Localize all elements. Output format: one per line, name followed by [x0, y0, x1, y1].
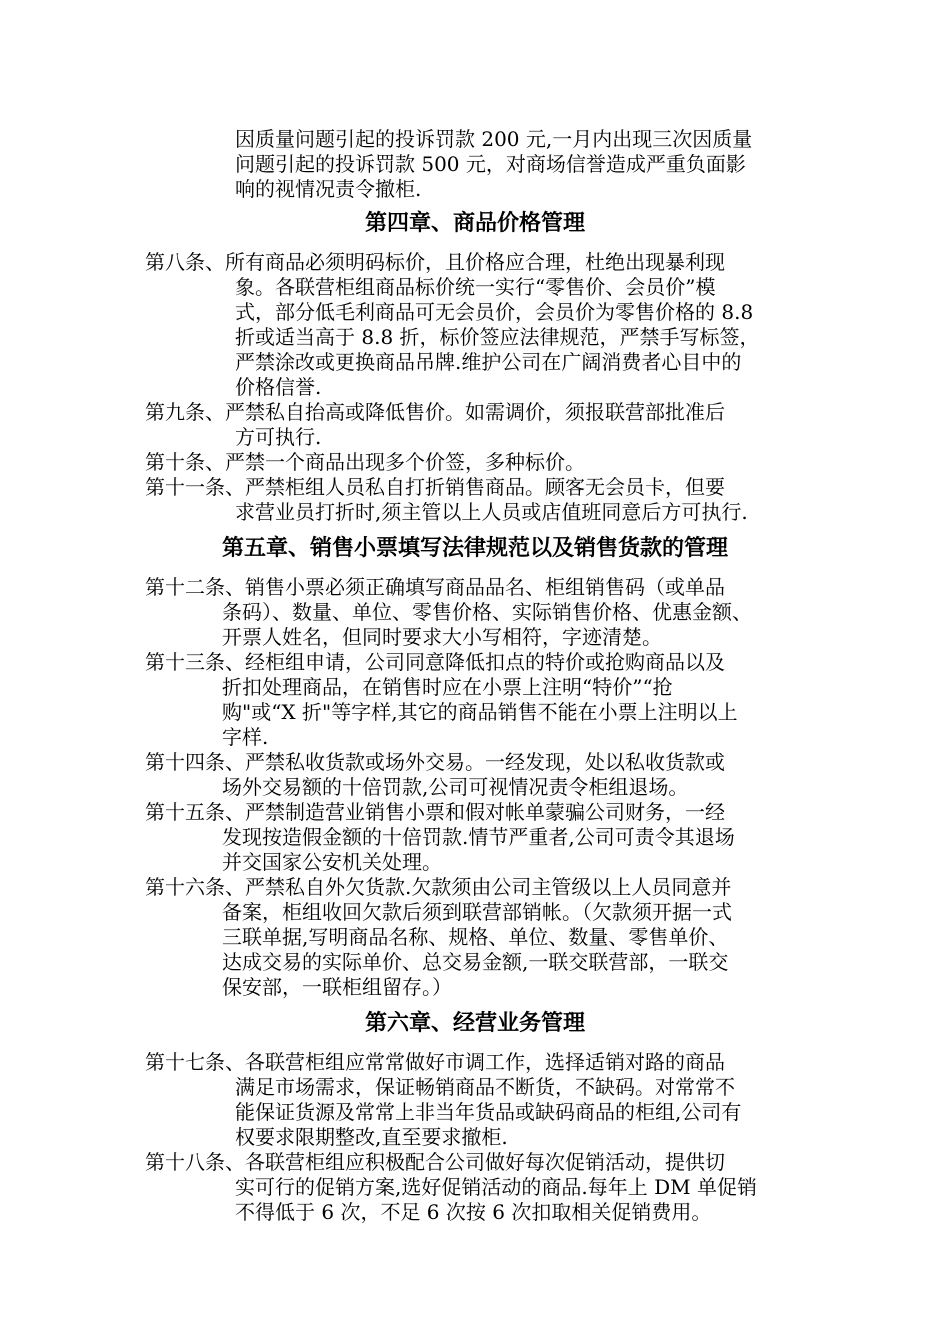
article-12-line: 条码）、数量、单位、零售价格、实际销售价格、优惠金额、: [222, 600, 752, 624]
article-17-line: 满足市场需求，保证畅销商品不断货，不缺码。对常常不: [235, 1075, 735, 1099]
chapter-6-title: 第六章、经营业务管理: [364, 1010, 585, 1036]
article-17-line: 第十七条、各联营柜组应常常做好市调工作，选择适销对路的商品: [145, 1050, 725, 1074]
article-13-line: 折扣处理商品，在销售时应在小票上注明“特价”“抢: [222, 675, 673, 699]
article-16-line: 第十六条、严禁私自外欠货款.欠款须由公司主管级以上人员同意并: [145, 875, 732, 899]
article-14-line: 第十四条、严禁私收货款或场外交易。一经发现，处以私收货款或: [145, 750, 725, 774]
article-8-line: 折或适当高于 8.8 折，标价签应法律规范，严禁手写标签，: [235, 325, 760, 349]
article-16-line: 备案，柜组收回欠款后须到联营部销帐。（欠款须开据一式: [222, 900, 732, 924]
article-12-line: 第十二条、销售小票必须正确填写商品品名、柜组销售码（或单品: [145, 575, 725, 599]
article-9-line: 第九条、严禁私自抬高或降低售价。如需调价，须报联营部批准后: [145, 400, 725, 424]
chapter-4-title: 第四章、商品价格管理: [364, 210, 585, 236]
article-15-line: 并交国家公安机关处理。: [222, 850, 442, 874]
article-16-line: 三联单据,写明商品名称、规格、单位、数量、零售单价、: [222, 925, 729, 949]
text-line: 响的视情况责令撤柜.: [235, 177, 422, 201]
article-14-line: 场外交易额的十倍罚款,公司可视情况责令柜组退场。: [222, 775, 689, 799]
article-8-line: 价格信誉.: [235, 375, 322, 399]
article-18-line: 实可行的促销方案,选好促销活动的商品.每年上 DM 单促销: [235, 1175, 757, 1199]
article-17-line: 权要求限期整改,直至要求撤柜.: [235, 1125, 508, 1149]
article-18-line: 不得低于 6 次，不足 6 次按 6 次扣取相关促销费用。: [235, 1200, 712, 1224]
article-13-line: 字样.: [222, 725, 269, 749]
article-9-line: 方可执行.: [235, 425, 322, 449]
article-12-line: 开票人姓名，但同时要求大小写相符，字迹清楚。: [222, 625, 662, 649]
article-8-line: 象。各联营柜组商品标价统一实行“零售价、会员价”模: [235, 275, 716, 299]
article-8-line: 第八条、所有商品必须明码标价，且价格应合理，杜绝出现暴利现: [145, 250, 725, 274]
article-8-line: 严禁涂改或更换商品吊牌.维护公司在广阔消费者心目中的: [235, 350, 742, 374]
article-16-line: 保安部，一联柜组留存。）: [222, 975, 452, 999]
article-13-line: 第十三条、经柜组申请，公司同意降低扣点的特价或抢购商品以及: [145, 650, 725, 674]
article-13-line: 购"或“X 折"等字样,其它的商品销售不能在小票上注明以上: [222, 700, 738, 724]
article-16-line: 达成交易的实际单价、总交易金额,一联交联营部，一联交: [222, 950, 729, 974]
chapter-5-title: 第五章、销售小票填写法律规范以及销售货款的管理: [221, 535, 728, 561]
text-line: 问题引起的投诉罚款 500 元，对商场信誉造成严重负面影: [235, 152, 746, 176]
article-17-line: 能保证货源及常常上非当年货品或缺码商品的柜组,公司有: [235, 1100, 742, 1124]
article-8-line: 式，部分低毛利商品可无会员价，会员价为零售价格的 8.8: [235, 300, 754, 324]
article-11-line: 第十一条、严禁柜组人员私自打折销售商品。顾客无会员卡，但要: [145, 475, 725, 499]
article-15-line: 第十五条、严禁制造营业销售小票和假对帐单蒙骗公司财务，一经: [145, 800, 725, 824]
article-15-line: 发现按造假金额的十倍罚款.情节严重者,公司可责令其退场: [222, 825, 735, 849]
article-18-line: 第十八条、各联营柜组应积极配合公司做好每次促销活动，提供切: [145, 1150, 725, 1174]
text-line: 因质量问题引起的投诉罚款 200 元,一月内出现三次因质量: [235, 127, 753, 151]
article-11-line: 求营业员打折时,须主管以上人员或店值班同意后方可执行.: [235, 500, 748, 524]
article-10-line: 第十条、严禁一个商品出现多个价签，多种标价。: [145, 450, 585, 474]
